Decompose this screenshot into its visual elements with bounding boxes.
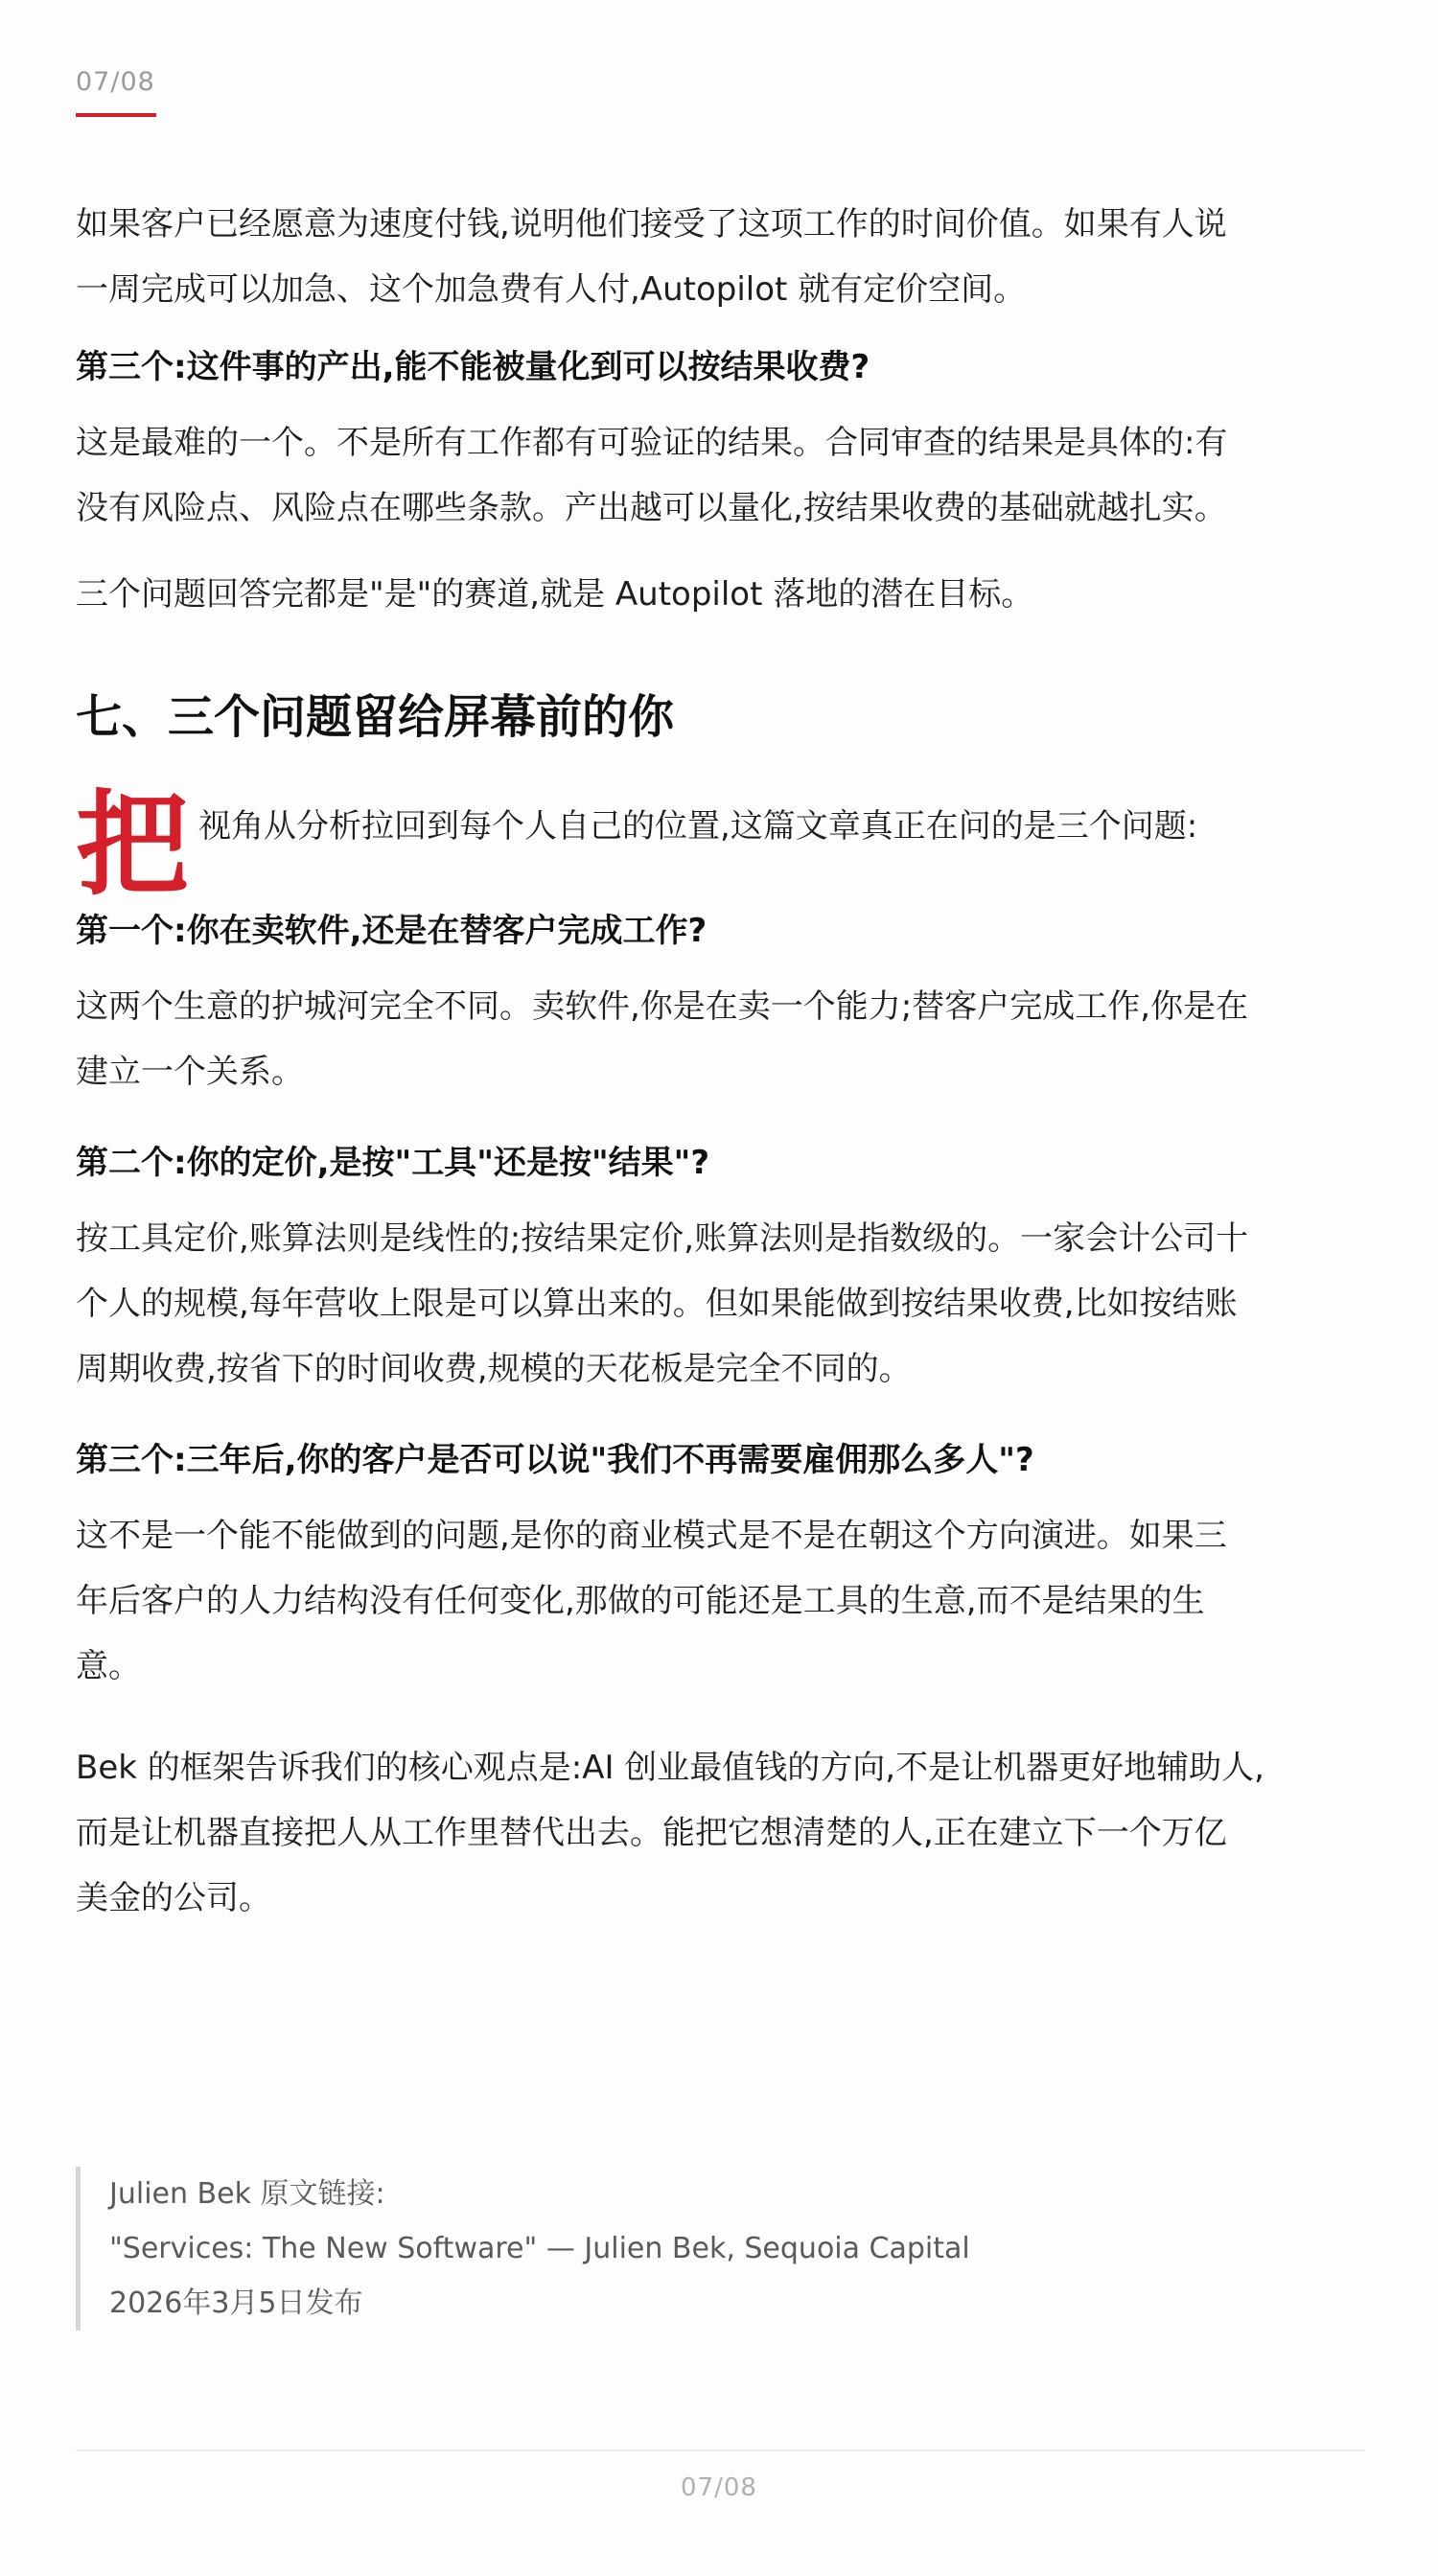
text-line: 个人的规模,每年营收上限是可以算出来的。但如果能做到按结果收费,比如按结账: [76, 1285, 1238, 1323]
ask-two-paragraph: [76, 1206, 1365, 1402]
source-title-link[interactable]: "Services: The New Software" — Julien Bek, Sequoia Capital: [109, 2232, 970, 2265]
source-label: Julien Bek 原文链接:: [109, 2177, 385, 2211]
ask-one-title: 第一个:你在卖软件,还是在替客户完成工作?: [76, 912, 707, 950]
text-line: 一周完成可以加急、这个加急费有人付,Autopilot 就有定价空间。: [76, 270, 1027, 309]
article-body: [76, 192, 1365, 1931]
paragraph-quantify: [76, 410, 1365, 541]
text-line: 美金的公司。: [76, 1879, 271, 1917]
ask-one-paragraph: [76, 974, 1365, 1104]
text-line: 按工具定价,账算法则是线性的;按结果定价,账算法则是指数级的。一家会计公司十: [76, 1219, 1249, 1258]
dropcap-paragraph: [76, 778, 1365, 911]
paragraph-speed-pricing: [76, 192, 1365, 322]
conclusion-paragraph: [76, 1735, 1365, 1931]
text-line: 年后客户的人力结构没有任何变化,那做的可能还是工具的生意,而不是结果的生: [76, 1582, 1205, 1620]
ask-two-title: 第二个:你的定价,是按"工具"还是按"结果"?: [76, 1144, 710, 1182]
paragraph-summary: 三个问题回答完都是"是"的赛道,就是 Autopilot 落地的潜在目标。: [76, 575, 1034, 614]
text-line: 没有风险点、风险点在哪些条款。产出越可以量化,按结果收费的基础就越扎实。: [76, 489, 1227, 527]
text-line: Bek 的框架告诉我们的核心观点是:AI 创业最值钱的方向,不是让机器更好地辅助人,: [76, 1749, 1264, 1787]
text-line: 这是最难的一个。不是所有工作都有可验证的结果。合同审查的结果是具体的:有: [76, 424, 1228, 462]
source-quote-block: [76, 2167, 1356, 2331]
page-number-bottom: 07/08: [681, 2473, 757, 2502]
text-line: 这不是一个能不能做到的问题,是你的商业模式是不是在朝这个方向演进。如果三: [76, 1517, 1227, 1555]
text-line: 周期收费,按省下的时间收费,规模的天花板是完全不同的。: [76, 1350, 912, 1388]
page-number-accent-line: [76, 113, 156, 117]
text-line: 而是让机器直接把人从工作里替代出去。能把它想清楚的人,正在建立下一个万亿: [76, 1814, 1227, 1852]
text-line: 如果客户已经愿意为速度付钱,说明他们接受了这项工作的时间价值。如果有人说: [76, 205, 1227, 244]
ask-three-title: 第三个:三年后,你的客户是否可以说"我们不再需要雇佣那么多人"?: [76, 1441, 1034, 1479]
question-three-title: 第三个:这件事的产出,能不能被量化到可以按结果收费?: [76, 348, 870, 386]
section-heading: 七、三个问题留给屏幕前的你: [76, 690, 675, 744]
footer-divider: [76, 2449, 1365, 2451]
dropcap-letter: 把: [76, 778, 190, 911]
ask-three-paragraph: [76, 1503, 1365, 1699]
text-line: 这两个生意的护城河完全不同。卖软件,你是在卖一个能力;替客户完成工作,你是在: [76, 987, 1249, 1026]
text-line: 意。: [76, 1647, 141, 1685]
text-line: 建立一个关系。: [76, 1053, 304, 1091]
source-date: 2026年3月5日发布: [109, 2286, 363, 2320]
page-number-top: 07/08: [76, 67, 155, 97]
dropcap-paragraph-text: 视角从分析拉回到每个人自己的位置,这篇文章真正在问的是三个问题:: [198, 807, 1198, 846]
